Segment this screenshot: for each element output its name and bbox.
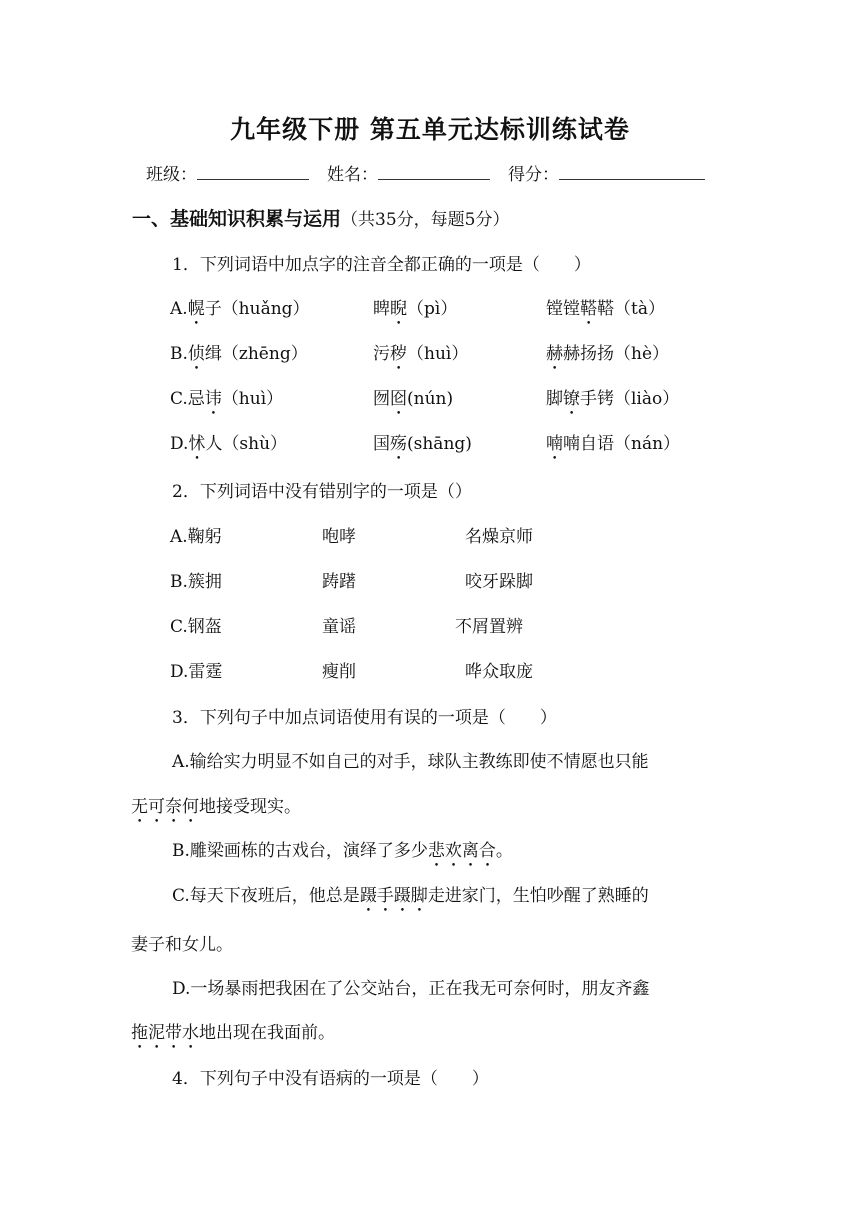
name-blank[interactable] xyxy=(378,161,490,180)
q1-option-c3: 脚镣手铐（liào） xyxy=(546,389,680,409)
q1-option-c2: 囫囵(nún) xyxy=(373,389,454,409)
q1-stem: 1．下列词语中加点字的注音全都正确的一项是（ ） xyxy=(172,255,591,275)
q1-option-d2: 国殇(shāng) xyxy=(373,434,472,454)
q3-option-c-line2: 妻子和女儿。 xyxy=(131,935,233,955)
q3-d-dotted: 拖泥带水 xyxy=(131,1023,199,1043)
q1-option-d1: D.怵人（shù） xyxy=(170,434,288,454)
q2-option-d2: 瘦削 xyxy=(322,662,356,682)
class-label: 班级： xyxy=(146,165,197,185)
q2-option-b1: B.簇拥 xyxy=(170,572,222,592)
section-heading xyxy=(132,204,509,231)
score-label: 得分： xyxy=(508,165,559,185)
q3-stem: 3．下列句子中加点词语使用有误的一项是（ ） xyxy=(172,708,557,728)
q3-c-dotted: 蹑手蹑脚 xyxy=(359,886,428,906)
name-label: 姓名： xyxy=(327,165,378,185)
q3-b-post: 。 xyxy=(495,841,513,861)
q3-option-d-line1: D.一场暴雨把我困在了公交站台，正在我无可奈何时，朋友齐鑫 xyxy=(172,979,650,999)
q1-option-b2: 污秽（huì） xyxy=(373,344,469,364)
q3-option-d-line2 xyxy=(131,1018,335,1053)
q2-option-d1: D.雷霆 xyxy=(170,662,223,682)
q1-option-b3: 赫赫扬扬（hè） xyxy=(546,344,670,364)
section-note: （共35分，每题5分） xyxy=(341,210,510,230)
q1-option-d3: 喃喃自语（nán） xyxy=(546,434,681,454)
q2-option-a1: A.鞠躬 xyxy=(170,527,222,547)
q2-option-a2: 咆哮 xyxy=(322,527,356,547)
q2-option-d3: 哗众取庞 xyxy=(465,662,533,682)
class-blank[interactable] xyxy=(197,161,309,180)
score-blank[interactable] xyxy=(559,161,705,180)
q2-option-b3: 咬牙跺脚 xyxy=(465,572,533,592)
q1-option-a3: 镗镗鞳鞳（tà） xyxy=(546,299,665,319)
q1-option-a2: 睥睨（pì） xyxy=(373,299,458,319)
q4-stem: 4．下列句子中没有语病的一项是（ ） xyxy=(172,1069,489,1089)
q3-a-dotted: 无可奈何 xyxy=(131,797,199,817)
q3-option-a-line2 xyxy=(131,792,301,827)
q3-b-dotted: 悲欢离合 xyxy=(427,841,496,861)
q2-option-c2: 童谣 xyxy=(322,617,356,637)
q2-option-a3: 名燥京师 xyxy=(465,527,533,547)
q2-option-c1: C.钢盔 xyxy=(170,617,222,637)
q3-option-c-line1 xyxy=(172,881,649,916)
q3-a-rest: 地接受现实。 xyxy=(199,797,301,817)
q3-option-a-line1: A.输给实力明显不如自己的对手，球队主教练即使不情愿也只能 xyxy=(172,752,649,772)
student-info-line xyxy=(146,160,705,185)
q1-option-c1: C.忌讳（huì） xyxy=(170,389,284,409)
q3-c-post: 走进家门，生怕吵醒了熟睡的 xyxy=(427,886,649,906)
q3-c-pre: C.每天下夜班后，他总是 xyxy=(172,886,360,906)
page-title: 九年级下册 第五单元达标训练试卷 xyxy=(230,115,630,144)
q1-option-b1: B.侦缉（zhēng） xyxy=(170,344,308,364)
q3-d-rest: 地出现在我面前。 xyxy=(199,1023,335,1043)
section-title: 一、基础知识积累与运用 xyxy=(132,208,342,230)
q3-option-b xyxy=(172,836,513,871)
q2-stem: 2．下列词语中没有错别字的一项是（） xyxy=(172,482,472,502)
q1-option-a1: A.幌子（huǎng） xyxy=(170,299,310,319)
q2-option-b2: 踌躇 xyxy=(322,572,356,592)
q3-b-pre: B.雕梁画栋的古戏台，演绎了多少 xyxy=(172,841,428,861)
q2-option-c3: 不屑置辨 xyxy=(455,617,523,637)
